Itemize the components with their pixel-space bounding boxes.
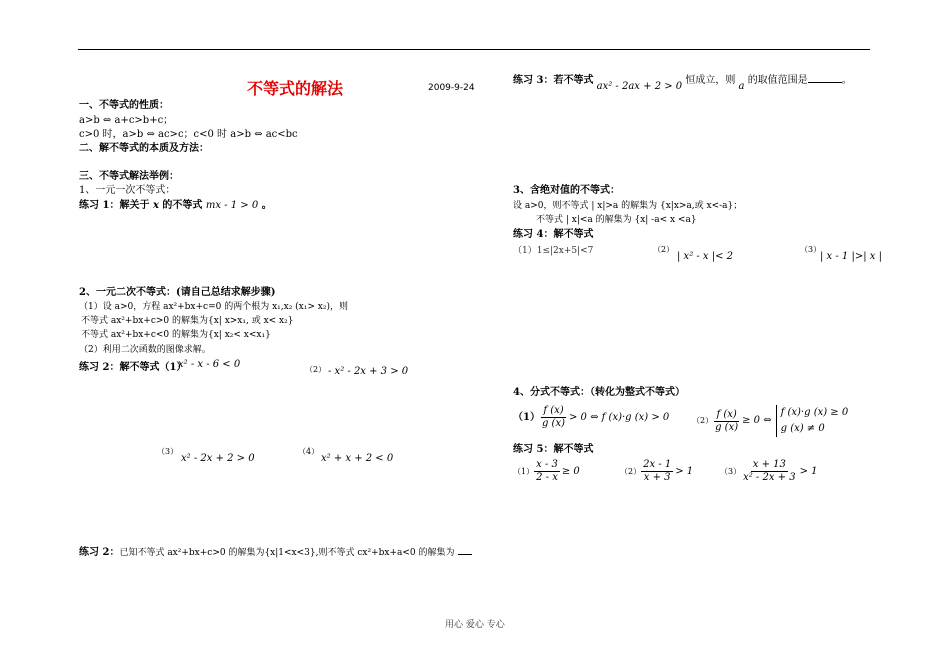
exercise-5-problem-3 xyxy=(720,459,818,484)
exercise-3-expr: ax² - 2ax + 2 > 0 xyxy=(596,81,683,92)
exercise-4-num-3: （3） xyxy=(800,245,822,254)
header-rule xyxy=(78,49,870,50)
exercise-5-f3-num: x + 13 xyxy=(752,459,786,470)
exercise-5-fraction-1 xyxy=(534,459,560,484)
exercise-5-num-2: （2） xyxy=(620,466,642,476)
footer-text: 用心 爱心 专心 xyxy=(445,620,505,630)
case-line-1: f (x)·g (x) ≥ 0 xyxy=(780,407,849,418)
section-3-heading: 三、不等式解法举例： xyxy=(79,171,179,182)
exercise-1-var: x xyxy=(152,200,159,211)
fraction-rule-1 xyxy=(513,405,669,430)
case-line-2: g (x) ≠ 0 xyxy=(780,423,825,434)
exercise-1-mid: 的不等式 xyxy=(162,200,203,211)
section-2-heading: 二、解不等式的本质及方法： xyxy=(79,143,209,154)
fraction-numerator-2: f (x) xyxy=(716,408,737,420)
exercise-2-label: 练习 2：解不等式（1） xyxy=(79,362,187,373)
exercise-3 xyxy=(513,73,852,92)
date: 2009-9-24 xyxy=(428,83,475,93)
fraction-denominator: g (x) xyxy=(541,418,565,429)
case-brace xyxy=(776,405,849,437)
range-blank xyxy=(808,73,842,83)
exercise-2-problem-4: x² + x + 2 < 0 xyxy=(321,453,394,464)
quadratic-line-4: （2）利用二次函数的图像求解。 xyxy=(79,345,211,355)
exercise-3-period: 。 xyxy=(841,75,852,86)
exercise-5-problem-2 xyxy=(620,459,693,484)
exercise-5-f1-den: 2 - x xyxy=(536,472,558,483)
exercise-2-problem-2: - x² - 2x + 3 > 0 xyxy=(328,366,409,377)
exercise-5-f2-rel: > 1 xyxy=(675,465,694,477)
property-line-1: a>b ⇔ a+c>b+c； xyxy=(79,115,174,126)
exercise-5-f1-num: x - 3 xyxy=(536,459,558,470)
exercise-5-label: 练习 5：解不等式 xyxy=(513,444,594,455)
abs-line-1: 设 a>0，则不等式 | x|>a 的解集为 {x|x>a,或 x<-a}； xyxy=(513,201,743,211)
exercise-3-label: 练习 3：若不等式 xyxy=(513,75,594,86)
quadratic-line-3: 不等式 ax²+bx+c<0 的解集为{x| x₂< x<x₁} xyxy=(81,330,271,340)
exercise-5-num-3: （3） xyxy=(720,466,742,476)
exercise-1-end: 。 xyxy=(261,200,272,211)
fraction-numerator: f (x) xyxy=(543,405,564,416)
exercise-2b-text: 已知不等式 ax²+bx+c>0 的解集为{x|1<x<3},则不等式 cx²+bx+a<0 的解集为 xyxy=(119,548,455,558)
property-line-2: c>0 时，a>b ⇔ ac>c；c<0 时 a>b ⇔ ac<bc xyxy=(79,129,298,140)
answer-blank xyxy=(458,545,472,555)
exercise-4-num-2: （2） xyxy=(653,245,675,254)
fraction-section-heading: 4、分式不等式：（转化为整式不等式） xyxy=(513,387,685,398)
fraction-rule-2-rel: ≥ 0 ⇔ xyxy=(742,415,772,426)
subsection-2: 2、一元二次不等式：(请自己总结求解步骤) xyxy=(79,287,276,298)
exercise-5-fraction-3 xyxy=(741,459,798,484)
abs-line-2: 不等式 | x|<a 的解集为 {x| -a< x <a} xyxy=(536,215,697,225)
fraction-denominator-2: g (x) xyxy=(715,421,739,433)
exercise-2-problem-3: x² - 2x + 2 > 0 xyxy=(181,453,255,464)
exercise-3-mid: 恒成立，则 xyxy=(685,75,736,86)
exercise-5-f2-den: x + 3 xyxy=(643,472,671,483)
section-1-heading: 一、不等式的性质： xyxy=(79,100,169,111)
exercise-5-fraction-2 xyxy=(641,459,673,484)
exercise-4-problem-1: （1）1≤|2x+5|<7 xyxy=(513,246,594,256)
exercise-1-expr: mx - 1 > 0 xyxy=(205,200,259,211)
page-title: 不等式的解法 xyxy=(247,79,344,98)
exercise-2b xyxy=(79,545,472,559)
exercise-4-problem-2: | x² - x |< 2 xyxy=(677,251,734,262)
exercise-1 xyxy=(79,200,272,212)
subsection-1: 1、一元一次不等式： xyxy=(79,185,176,196)
quadratic-line-2: 不等式 ax²+bx+c>0 的解集为{x| x>x₁, 或 x< x₂} xyxy=(81,316,294,326)
exercise-5-f3-den: x² - 2x + 3 xyxy=(743,472,796,483)
fraction-rule-1-num: （1） xyxy=(513,411,540,423)
fraction-rule-2-num: （2） xyxy=(692,416,714,425)
exercise-5-num-1: （1） xyxy=(513,466,535,476)
exercise-5-problem-1 xyxy=(513,459,580,484)
exercise-5-f1-rel: ≥ 0 xyxy=(561,465,580,477)
exercise-1-label: 练习 1：解关于 xyxy=(79,200,150,211)
exercise-2-num-3: （3） xyxy=(157,447,179,456)
quadratic-line-1: （1）设 a>0，方程 ax²+bx+c=0 的两个根为 x₁,x₂ (x₁> x₂)，则 xyxy=(79,302,348,312)
exercise-3-end: 的取值范围是 xyxy=(747,75,808,86)
exercise-2b-label: 练习 2： xyxy=(79,547,120,558)
exercise-5-f3-rel: > 1 xyxy=(799,465,818,477)
exercise-2-problem-1: x² - x - 6 < 0 xyxy=(178,359,241,370)
exercise-2-num-2: （2） xyxy=(305,365,327,374)
fraction-rule-1-rhs: > 0 ⇔ f (x)·g (x) > 0 xyxy=(569,411,670,423)
abs-section-heading: 3、含绝对值的不等式： xyxy=(513,185,620,196)
exercise-3-var: a xyxy=(738,81,745,92)
exercise-5-f2-num: 2x - 1 xyxy=(643,459,672,470)
fraction-f-over-g-2 xyxy=(713,409,740,434)
exercise-4-problem-3: | x - 1 |>| x | xyxy=(820,251,882,262)
exercise-4-label: 练习 4：解不等式 xyxy=(513,229,594,240)
fraction-rule-2 xyxy=(692,405,848,437)
fraction-f-over-g xyxy=(540,405,567,430)
exercise-2-num-4: （4） xyxy=(298,447,320,456)
